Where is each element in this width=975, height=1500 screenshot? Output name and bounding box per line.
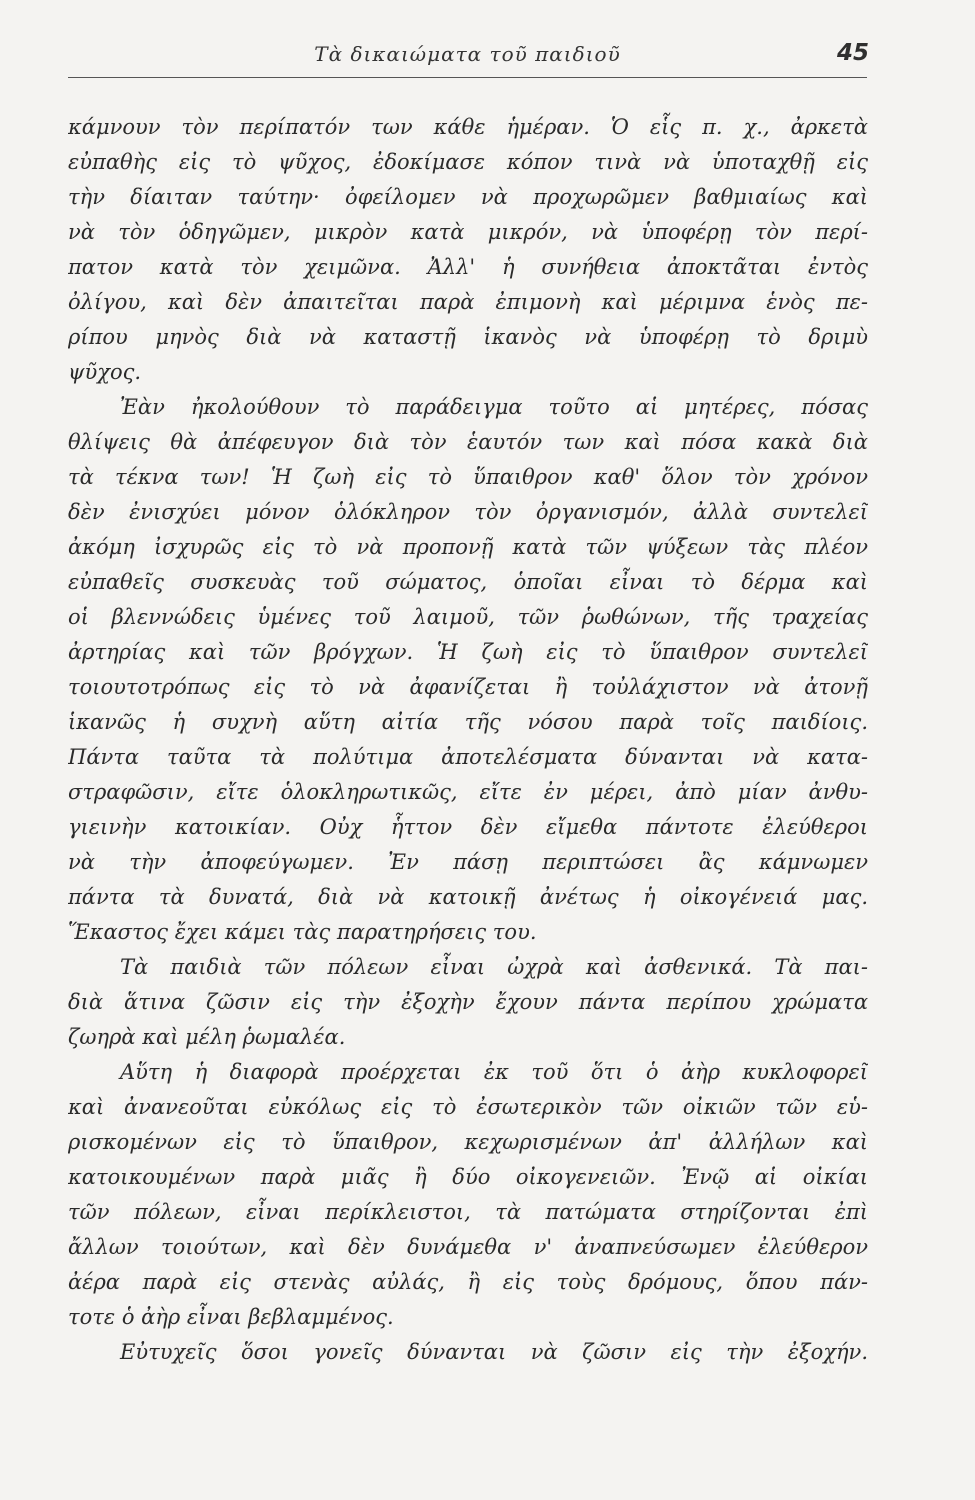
- page-number: 45: [836, 40, 869, 66]
- text-line: ρισκομένων εἰς τὸ ὕπαιθρον, κεχωρισμένων ἀπ' ἀλλήλων καὶ: [68, 1130, 868, 1154]
- text-line: Αὕτη ἡ διαφορὰ προέρχεται ἐκ τοῦ ὅτι ὁ ἀὴρ κυκλοφορεῖ: [120, 1060, 868, 1084]
- text-line: διὰ ἅτινα ζῶσιν εἰς τὴν ἐξοχὴν ἔχουν πάντα περίπου χρώματα: [68, 990, 868, 1014]
- text-line: πατον κατὰ τὸν χειμῶνα. Ἀλλ' ἡ συνήθεια ἀποκτᾶται ἐντὸς: [68, 255, 868, 279]
- text-line: ζωηρὰ καὶ μέλη ῥωμαλέα.: [68, 1025, 346, 1049]
- paragraph-5: [68, 1335, 868, 1370]
- text-line: ἀκόμη ἰσχυρῶς εἰς τὸ νὰ προπονῇ κατὰ τῶν ψύξεων τὰς πλέον: [68, 535, 868, 559]
- text-line: στραφῶσιν, εἴτε ὁλοκληρωτικῶς, εἴτε ἐν μέρει, ἀπὸ μίαν ἀνθυ-: [68, 780, 868, 804]
- paragraph-3: [68, 950, 868, 1055]
- text-line: τὴν δίαιταν ταύτην· ὀφείλομεν νὰ προχωρῶμεν βαθμιαίως καὶ: [68, 185, 868, 209]
- text-line: ψῦχος.: [68, 360, 142, 384]
- text-line: ἀρτηρίας καὶ τῶν βρόγχων. Ἡ ζωὴ εἰς τὸ ὕπαιθρον συντελεῖ: [68, 640, 868, 664]
- text-line: κατοικουμένων παρὰ μιᾶς ἢ δύο οἰκογενειῶν. Ἐνῷ αἱ οἰκίαι: [68, 1165, 868, 1189]
- text-line: Πάντα ταῦτα τὰ πολύτιμα ἀποτελέσματα δύνανται νὰ κατα-: [68, 745, 868, 769]
- text-line: νὰ τὸν ὁδηγῶμεν, μικρὸν κατὰ μικρόν, νὰ ὑποφέρῃ τὸν περί-: [68, 220, 868, 244]
- text-line: ἄλλων τοιούτων, καὶ δὲν δυνάμεθα ν' ἀναπνεύσωμεν ἐλεύθερον: [68, 1235, 868, 1259]
- text-line: τοτε ὁ ἀὴρ εἶναι βεβλαμμένος.: [68, 1305, 394, 1329]
- text-line: Τὰ παιδιὰ τῶν πόλεων εἶναι ὠχρὰ καὶ ἀσθενικά. Τὰ παι-: [120, 955, 868, 979]
- text-line: δὲν ἐνισχύει μόνον ὁλόκληρον τὸν ὀργανισμόν, ἀλλὰ συντελεῖ: [68, 500, 868, 524]
- text-line: θλίψεις θὰ ἀπέφευγον διὰ τὸν ἑαυτόν των καὶ πόσα κακὰ διὰ: [68, 430, 868, 454]
- text-line: τῶν πόλεων, εἶναι περίκλειστοι, τὰ πατώματα στηρίζονται ἐπὶ: [68, 1200, 868, 1224]
- paragraph-2: [68, 390, 868, 950]
- text-line: ρίπου μηνὸς διὰ νὰ καταστῇ ἱκανὸς νὰ ὑποφέρῃ τὸ δριμὺ: [68, 325, 868, 349]
- text-line: ὀλίγου, καὶ δὲν ἀπαιτεῖται παρὰ ἐπιμονὴ καὶ μέριμνα ἑνὸς πε-: [68, 290, 868, 314]
- text-line: Ἕκαστος ἔχει κάμει τὰς παρατηρήσεις του.: [68, 920, 537, 944]
- running-title: Τὰ δικαιώματα τοῦ παιδιοῦ: [314, 42, 621, 66]
- text-line: εὐπαθεῖς συσκευὰς τοῦ σώματος, ὁποῖαι εἶναι τὸ δέρμα καὶ: [68, 570, 868, 594]
- text-line: οἱ βλεννώδεις ὑμένες τοῦ λαιμοῦ, τῶν ῥωθώνων, τῆς τραχείας: [68, 605, 868, 629]
- running-head: [68, 38, 867, 74]
- text-line: πάντα τὰ δυνατά, διὰ νὰ κατοικῇ ἀνέτως ἡ οἰκογένειά μας.: [68, 885, 868, 909]
- text-line: ἱκανῶς ἡ συχνὴ αὕτη αἰτία τῆς νόσου παρὰ τοῖς παιδίοις.: [68, 710, 868, 734]
- paragraph-4: [68, 1055, 868, 1335]
- text-line: γιεινὴν κατοικίαν. Οὐχ ἧττον δὲν εἴμεθα πάντοτε ἐλεύθεροι: [68, 815, 868, 839]
- text-line: Εὐτυχεῖς ὅσοι γονεῖς δύνανται νὰ ζῶσιν εἰς τὴν ἐξοχήν.: [120, 1340, 868, 1364]
- text-line: νὰ τὴν ἀποφεύγωμεν. Ἐν πάσῃ περιπτώσει ἂς κάμνωμεν: [68, 850, 868, 874]
- header-rule: [68, 77, 867, 78]
- text-line: κάμνουν τὸν περίπατόν των κάθε ἡμέραν. Ὁ εἷς π. χ., ἀρκετὰ: [68, 115, 868, 139]
- paragraph-1: [68, 110, 868, 390]
- text-line: ἀέρα παρὰ εἰς στενὰς αὐλάς, ἢ εἰς τοὺς δρόμους, ὅπου πάν-: [68, 1270, 868, 1294]
- text-line: καὶ ἀνανεοῦται εὐκόλως εἰς τὸ ἐσωτερικὸν τῶν οἰκιῶν τῶν εὑ-: [68, 1095, 868, 1119]
- text-line: Ἐὰν ἠκολούθουν τὸ παράδειγμα τοῦτο αἱ μητέρες, πόσας: [120, 395, 868, 419]
- text-line: εὐπαθὴς εἰς τὸ ψῦχος, ἐδοκίμασε κόπον τινὰ νὰ ὑποταχθῇ εἰς: [68, 150, 868, 174]
- text-line: τὰ τέκνα των! Ἡ ζωὴ εἰς τὸ ὕπαιθρον καθ' ὅλον τὸν χρόνον: [68, 465, 868, 489]
- text-line: τοιουτοτρόπως εἰς τὸ νὰ ἀφανίζεται ἢ τοὐλάχιστον νὰ ἀτονῇ: [68, 675, 868, 699]
- body-text: [68, 110, 868, 1370]
